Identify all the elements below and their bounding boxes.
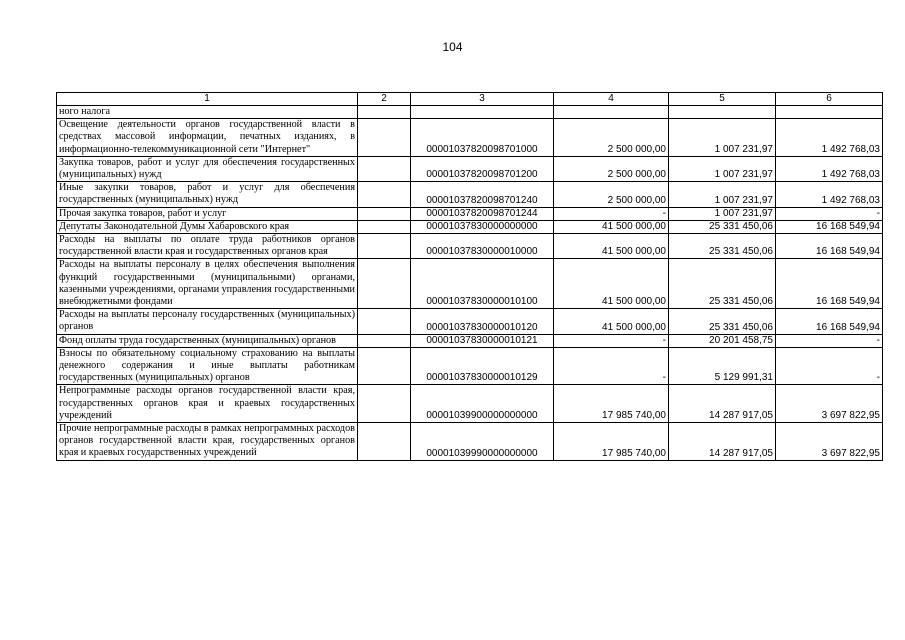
row-amount-col6: -: [776, 347, 883, 385]
table-row: [57, 182, 883, 207]
row-col2: [358, 220, 411, 233]
row-amount-col4: -: [554, 334, 669, 347]
row-amount-col6: 1 492 768,03: [776, 182, 883, 207]
row-amount-col5: 14 287 917,05: [669, 385, 776, 423]
row-amount-col4: 17 985 740,00: [554, 423, 669, 461]
column-header-3: 3: [411, 93, 554, 106]
row-description: Прочая закупка товаров, работ и услуг: [57, 207, 358, 220]
row-budget-code: 00001037820098701200: [411, 156, 554, 181]
row-amount-col6: 3 697 822,95: [776, 385, 883, 423]
row-col2: [358, 385, 411, 423]
header-row: [57, 93, 883, 106]
row-amount-col5: 25 331 450,06: [669, 220, 776, 233]
row-amount-col4: 17 985 740,00: [554, 385, 669, 423]
table-row: [57, 423, 883, 461]
row-col2: [358, 234, 411, 259]
row-amount-col6: 16 168 549,94: [776, 234, 883, 259]
row-budget-code: 00001037820098701000: [411, 119, 554, 157]
column-header-1: 1: [57, 93, 358, 106]
column-header-5: 5: [669, 93, 776, 106]
row-amount-col6: 3 697 822,95: [776, 423, 883, 461]
row-amount-col6: -: [776, 334, 883, 347]
row-amount-col5: 25 331 450,06: [669, 309, 776, 334]
row-amount-col5: 25 331 450,06: [669, 259, 776, 309]
row-amount-col6: 16 168 549,94: [776, 220, 883, 233]
row-budget-code: 00001037820098701244: [411, 207, 554, 220]
row-amount-col4: 2 500 000,00: [554, 182, 669, 207]
row-budget-code: 00001037830000010129: [411, 347, 554, 385]
row-description: Освещение деятельности органов государственной власти в средствах массовой информации, печатных изданиях, в информационно-телекоммуникационной сети "Интернет": [57, 119, 358, 157]
row-amount-col6: [776, 106, 883, 119]
row-amount-col4: 41 500 000,00: [554, 234, 669, 259]
row-budget-code: 00001037820098701240: [411, 182, 554, 207]
row-amount-col5: 1 007 231,97: [669, 156, 776, 181]
row-amount-col5: 20 201 458,75: [669, 334, 776, 347]
row-amount-col4: 2 500 000,00: [554, 156, 669, 181]
table-row: [57, 259, 883, 309]
budget-table: [56, 92, 883, 461]
row-col2: [358, 119, 411, 157]
row-amount-col5: 14 287 917,05: [669, 423, 776, 461]
row-budget-code: 00001037830000010121: [411, 334, 554, 347]
page-number: 104: [442, 40, 463, 54]
row-description: ного налога: [57, 106, 358, 119]
row-amount-col4: [554, 106, 669, 119]
table-row: [57, 220, 883, 233]
row-amount-col6: 16 168 549,94: [776, 259, 883, 309]
row-amount-col4: -: [554, 207, 669, 220]
row-col2: [358, 423, 411, 461]
row-amount-col5: [669, 106, 776, 119]
table-row: [57, 119, 883, 157]
row-amount-col5: 25 331 450,06: [669, 234, 776, 259]
row-description: Депутаты Законодательной Думы Хабаровского края: [57, 220, 358, 233]
column-header-6: 6: [776, 93, 883, 106]
row-description: Непрограммные расходы органов государственной власти края, государственных органов края и краевых государственных учреждений: [57, 385, 358, 423]
row-description: Расходы на выплаты персоналу государственных (муниципальных) органов: [57, 309, 358, 334]
row-col2: [358, 156, 411, 181]
row-description: Иные закупки товаров, работ и услуг для обеспечения государственных (муниципальных) нужд: [57, 182, 358, 207]
row-budget-code: 00001039990000000000: [411, 423, 554, 461]
row-amount-col5: 1 007 231,97: [669, 207, 776, 220]
row-budget-code: [411, 106, 554, 119]
row-budget-code: 00001039900000000000: [411, 385, 554, 423]
row-amount-col4: 41 500 000,00: [554, 220, 669, 233]
row-description: Фонд оплаты труда государственных (муниципальных) органов: [57, 334, 358, 347]
table-row: [57, 347, 883, 385]
table-row: [57, 156, 883, 181]
row-amount-col5: 5 129 991,31: [669, 347, 776, 385]
row-col2: [358, 106, 411, 119]
row-col2: [358, 207, 411, 220]
row-amount-col4: 41 500 000,00: [554, 259, 669, 309]
row-col2: [358, 334, 411, 347]
row-description: Взносы по обязательному социальному страхованию на выплаты денежного содержания и иные выплаты работникам государственных (муниципальных) органов: [57, 347, 358, 385]
table-row: [57, 234, 883, 259]
row-amount-col5: 1 007 231,97: [669, 182, 776, 207]
row-amount-col4: -: [554, 347, 669, 385]
row-budget-code: 00001037830000010120: [411, 309, 554, 334]
row-col2: [358, 182, 411, 207]
table-row: [57, 207, 883, 220]
table-row: [57, 334, 883, 347]
table-row: [57, 309, 883, 334]
row-col2: [358, 309, 411, 334]
row-budget-code: 00001037830000000000: [411, 220, 554, 233]
table-row: [57, 385, 883, 423]
column-header-2: 2: [358, 93, 411, 106]
row-description: Расходы на выплаты по оплате труда работников органов государственной власти края и государственных органов края: [57, 234, 358, 259]
row-amount-col4: 41 500 000,00: [554, 309, 669, 334]
row-amount-col6: 1 492 768,03: [776, 156, 883, 181]
row-description: Прочие непрограммные расходы в рамках непрограммных расходов органов государственной власти края, государственных органов края и краевых государственных учреждений: [57, 423, 358, 461]
row-budget-code: 00001037830000010000: [411, 234, 554, 259]
row-amount-col4: 2 500 000,00: [554, 119, 669, 157]
row-col2: [358, 347, 411, 385]
row-amount-col5: 1 007 231,97: [669, 119, 776, 157]
row-amount-col6: 16 168 549,94: [776, 309, 883, 334]
row-description: Расходы на выплаты персоналу в целях обеспечения выполнения функций государственными (муниципальными) органами, казенными учреждениями, органами управления государственными внебюджетными фондами: [57, 259, 358, 309]
row-budget-code: 00001037830000010100: [411, 259, 554, 309]
row-description: Закупка товаров, работ и услуг для обеспечения государственных (муниципальных) нужд: [57, 156, 358, 181]
row-amount-col6: -: [776, 207, 883, 220]
table-row: [57, 106, 883, 119]
column-header-4: 4: [554, 93, 669, 106]
row-col2: [358, 259, 411, 309]
row-amount-col6: 1 492 768,03: [776, 119, 883, 157]
